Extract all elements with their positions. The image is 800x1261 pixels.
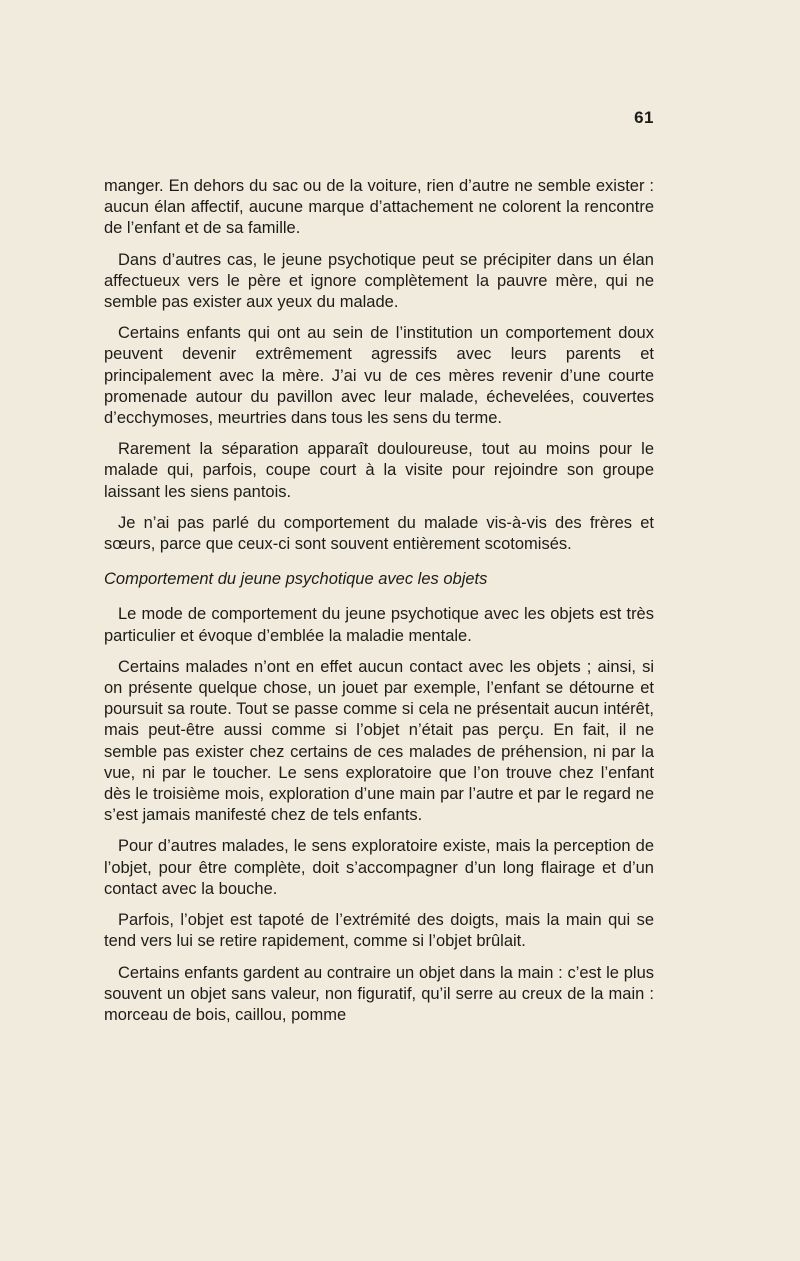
paragraph: Certains enfants qui ont au sein de l’institution un comportement doux peuvent devenir extrêmement agressifs avec leurs parents et principalement avec la mère. J’ai vu de ces mères revenir d’une courte promenade autour du pavillon avec leur malade, échevelées, couvertes d’ecchymoses, meurtries dans tous les sens du terme.	[104, 324, 654, 428]
paragraph: Parfois, l’objet est tapoté de l’extrémité des doigts, mais la main qui se tend vers lui se retire rapidement, comme si l’objet brûlait.	[104, 911, 654, 951]
paragraph: Le mode de comportement du jeune psychotique avec les objets est très particulier et évoque d’emblée la maladie mentale.	[104, 605, 654, 645]
paragraph: Certains malades n’ont en effet aucun contact avec les objets ; ainsi, si on présente quelque chose, un jouet par exemple, l’enfant se détourne et poursuit sa route. Tout se passe comme si cela ne présentait aucun intérêt, mais peut-être aussi comme si l’objet n’était pas perçu. En fait, il ne semble pas exister chez certains de ces malades de préhension, ni par la vue, ni par le toucher. Le sens exploratoire que l’on trouve chez l’enfant dès le troisième mois, exploration d’une main par l’autre et par le regard ne s’est jamais manifesté chez de tels enfants.	[104, 657, 654, 825]
paragraph: Rarement la séparation apparaît douloureuse, tout au moins pour le malade qui, parfois, coupe court à la visite pour rejoindre son groupe laissant les siens pantois.	[104, 440, 654, 501]
page-number: 61	[634, 108, 654, 127]
body-text	[104, 176, 654, 1036]
paragraph: Pour d’autres malades, le sens exploratoire existe, mais la perception de l’objet, pour être complète, doit s’accompagner d’un long flairage et d’un contact avec la bouche.	[104, 837, 654, 898]
paragraph: Certains enfants gardent au contraire un objet dans la main : c’est le plus souvent un objet sans valeur, non figuratif, qu’il serre au creux de la main : morceau de bois, caillou, pomme	[104, 963, 654, 1024]
paragraph: Je n’ai pas parlé du comportement du malade vis-à-vis des frères et sœurs, parce que ceux-ci sont souvent entièrement scotomisés.	[104, 513, 654, 554]
section-heading: Comportement du jeune psychotique avec les objets	[104, 570, 488, 589]
paragraph: Dans d’autres cas, le jeune psychotique peut se précipiter dans un élan affectueux vers le père et ignore complètement la pauvre mère, qui ne semble pas exister aux yeux du malade.	[104, 250, 654, 312]
paragraph: manger. En dehors du sac ou de la voiture, rien d’autre ne semble exister : aucun élan affectif, aucune marque d’attachement ne colorent la rencontre de l’enfant et de sa famille.	[104, 177, 654, 238]
